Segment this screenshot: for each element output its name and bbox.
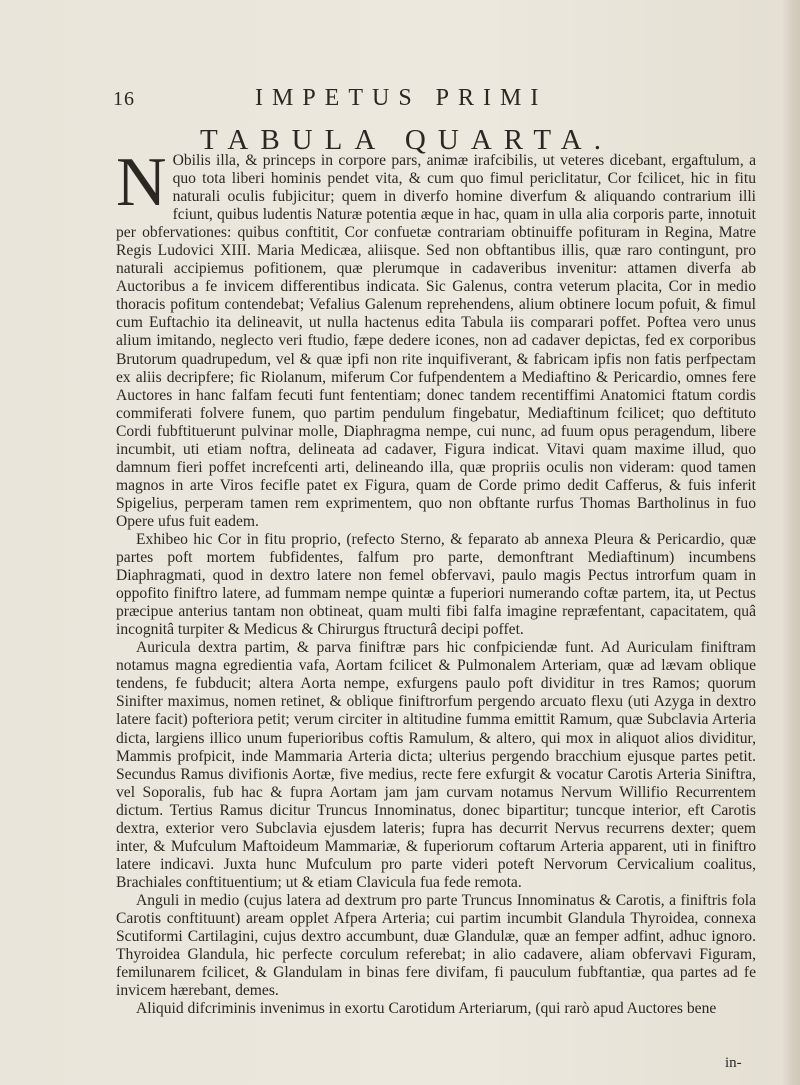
paragraph-1 — [116, 144, 756, 531]
paragraph-2: Exhibeo hic Cor in fitu proprio, (refecto Sterno, & feparato ab annexa Pleura & Pericardio, quæ partes poft mortem fubfidentes, falfum pro parte, demonftrant Mediaftinum) incumbens Diaphragmati, quod in dextro latere non femel obfervavi, paulo magis Pectus introrfum quam in oppofito finiftro latere, ad fummam nempe quintæ a fuperiori numerando coftæ partem, ita, ut Pectus præcipue anterius tantam non obtineat, quam multi fibi falfa imagine repræfentant, capacitatem, quâ incognitâ turpiter & Medicus & Chirurgus ftructurâ decipi poffet. — [116, 530, 756, 639]
drop-cap-initial: N — [116, 144, 167, 221]
running-head: IMPETUS PRIMI — [255, 85, 548, 111]
section-title: TABULA QUARTA. — [200, 124, 613, 156]
paragraph-3: Auricula dextra partim, & parva finiftræ pars hic confpiciendæ funt. Ad Auriculam finiftram notamus magna egredientia vafa, Aortam fcilicet & Pulmonalem Arteriam, quæ ad lævam oblique tendens, fe fubducit; altera Aorta nempe, exfurgens paulo poft dividitur in tres Ramos; quorum Sinifter maximus, nomen retinet, & oblique finiftrorfum pergendo arcuato flexu (uti Azyga in dextro latere facit) pofteriora petit; verum circiter in altitudine fumma emittit Ramum, quæ Subclavia Arteria dicta, largiens illico unum fuperioribus coftis Ramulum, & altero, qui mox in aliquot alios dividitur, Mammis profpicit, inde Mammaria Arteria dicta; ulterius pergendo bracchium ejusque partes petit. Secundus Ramus divifionis Aortæ, five medius, recte fere exfurgit & vocatur Carotis Arteria Siniftra, vel Soporalis, fub hac & fupra Aortam jam jam curvam notamus Nervum Willifio Recurrentem dictum. Tertius Ramus dicitur Truncus Innominatus, donec bipartitur; tuncque interior, eft Carotis dextra, exterior vero Subclavia ejusdem lateris; fupra has decurrit Nervus recurrens dexter; quem inter, & Mufculum Maftoideum Mammariæ, & fuperiorum coftarum Arteria apparent, uti in finiftro latere indicavi. Juxta hunc Mufculum pro parte videri poteft Nervorum Cervicalium coalitus, Brachiales conftituentium; ut & etiam Clavicula fua fede remota. — [116, 639, 756, 891]
page-edge-shadow — [782, 0, 800, 1085]
body-text — [116, 144, 756, 1018]
page-number: 16 — [113, 88, 135, 110]
paragraph-4: Anguli in medio (cujus latera ad dextrum pro parte Truncus Innominatus & Carotis, a finiftris fola Carotis conftituunt) aream opplet Afpera Arteria; cui partim incumbit Glandula Thyroidea, connexa Scutiformi Cartilagini, cujus dextro accumbunt, duæ Glandulæ, quæ an femper adfint, adhuc ignoro. Thyroidea Glandula, hic perfecte corculum referebat; in alio cadavere, aliam obfervavi Figuram, femilunarem fcilicet, & Glandulam in binas fere divifam, fi pauculum fubftantiæ, qua partes ad fe invicem hærebant, demes. — [116, 891, 756, 1000]
catchword: in- — [725, 1055, 742, 1071]
paragraph-5: Aliquid difcriminis invenimus in exortu Carotidum Arteriarum, (qui rarò apud Auctores bene — [136, 1000, 717, 1018]
paragraph-1-text: Obilis illa, & princeps in corpore pars, animæ irafcibilis, ut veteres dicebant, ergaftulum, a quo tota liberi hominis pendet vita, & cum quo fimul periclitatur, Cor fcilicet, hic in fitu naturali oculis fubjicitur; quem in diverfo homine diverfum & aliquando contrarium illi fciunt, quibus ludentis Naturæ potentia æque in hac, quam in ulla alia corporis parte, innotuit per obfervationes: quibus conftitit, Cor confuetæ contrariam obtinuiffe pofituram in Regina, Matre Regis Ludovici XIII. Maria Medicæa, aliisque. Sed non obftantibus illis, quæ raro contingunt, pro naturali accipiemus pofitionem, quæ plerumque in cadaveribus invenitur: attamen diverfa ab Auctoribus a fe invicem differentibus indicata. Sic Galenus, contra veterum placita, Cor in medio thoracis pofitum contendebat; Vefalius Galenum reprehendens, alium obtinere locum pofuit, & fimul cum Euftachio ita delineavit, ut nulla hactenus edita Tabula iis comparari poffet. Poftea vero unus alium imitando, neglecto veri ftudio, fæpe dedere icones, non ad cadaver depictas, fed ex corporibus Brutorum quadrupedum, vel & quæ ipfi non rite inquifiverant, & fabricam ipfis non fatis perfpectam ex aliis decripfere; fic Riolanum, miferum Cor fufpendentem a Mediaftino & Pericardio, omnes fere Auctores in hanc falfam fecuti funt fententiam; donec tandem recentiffimi Anatomici ftatum cordis commiferati folvere funem, quo partim pendulum fingebatur, Mediaftinum fcilicet; quo deftituto Cordi fubftituerunt pulvinar molle, Diaphragma nempe, cui nunc, ad fuum opus peragendum, libere incumbit, uti etiam noftra, delineata ad cadaver, Figura indicat. Vitavi quam maxime illud, quo damnum fieri poffet increfcenti arti, delineando illa, quæ propriis oculis non videram: quod tamen magnos in arte Viros fecifle patet ex Figura, quam de Corde primo dedit Cafferus, & fuis inferit Spigelius, perperam tamen rem exprimentem, quo non obftante rurfus Thomas Bartholinus in fuo Opere ufus fuit eadem. — [116, 152, 756, 530]
